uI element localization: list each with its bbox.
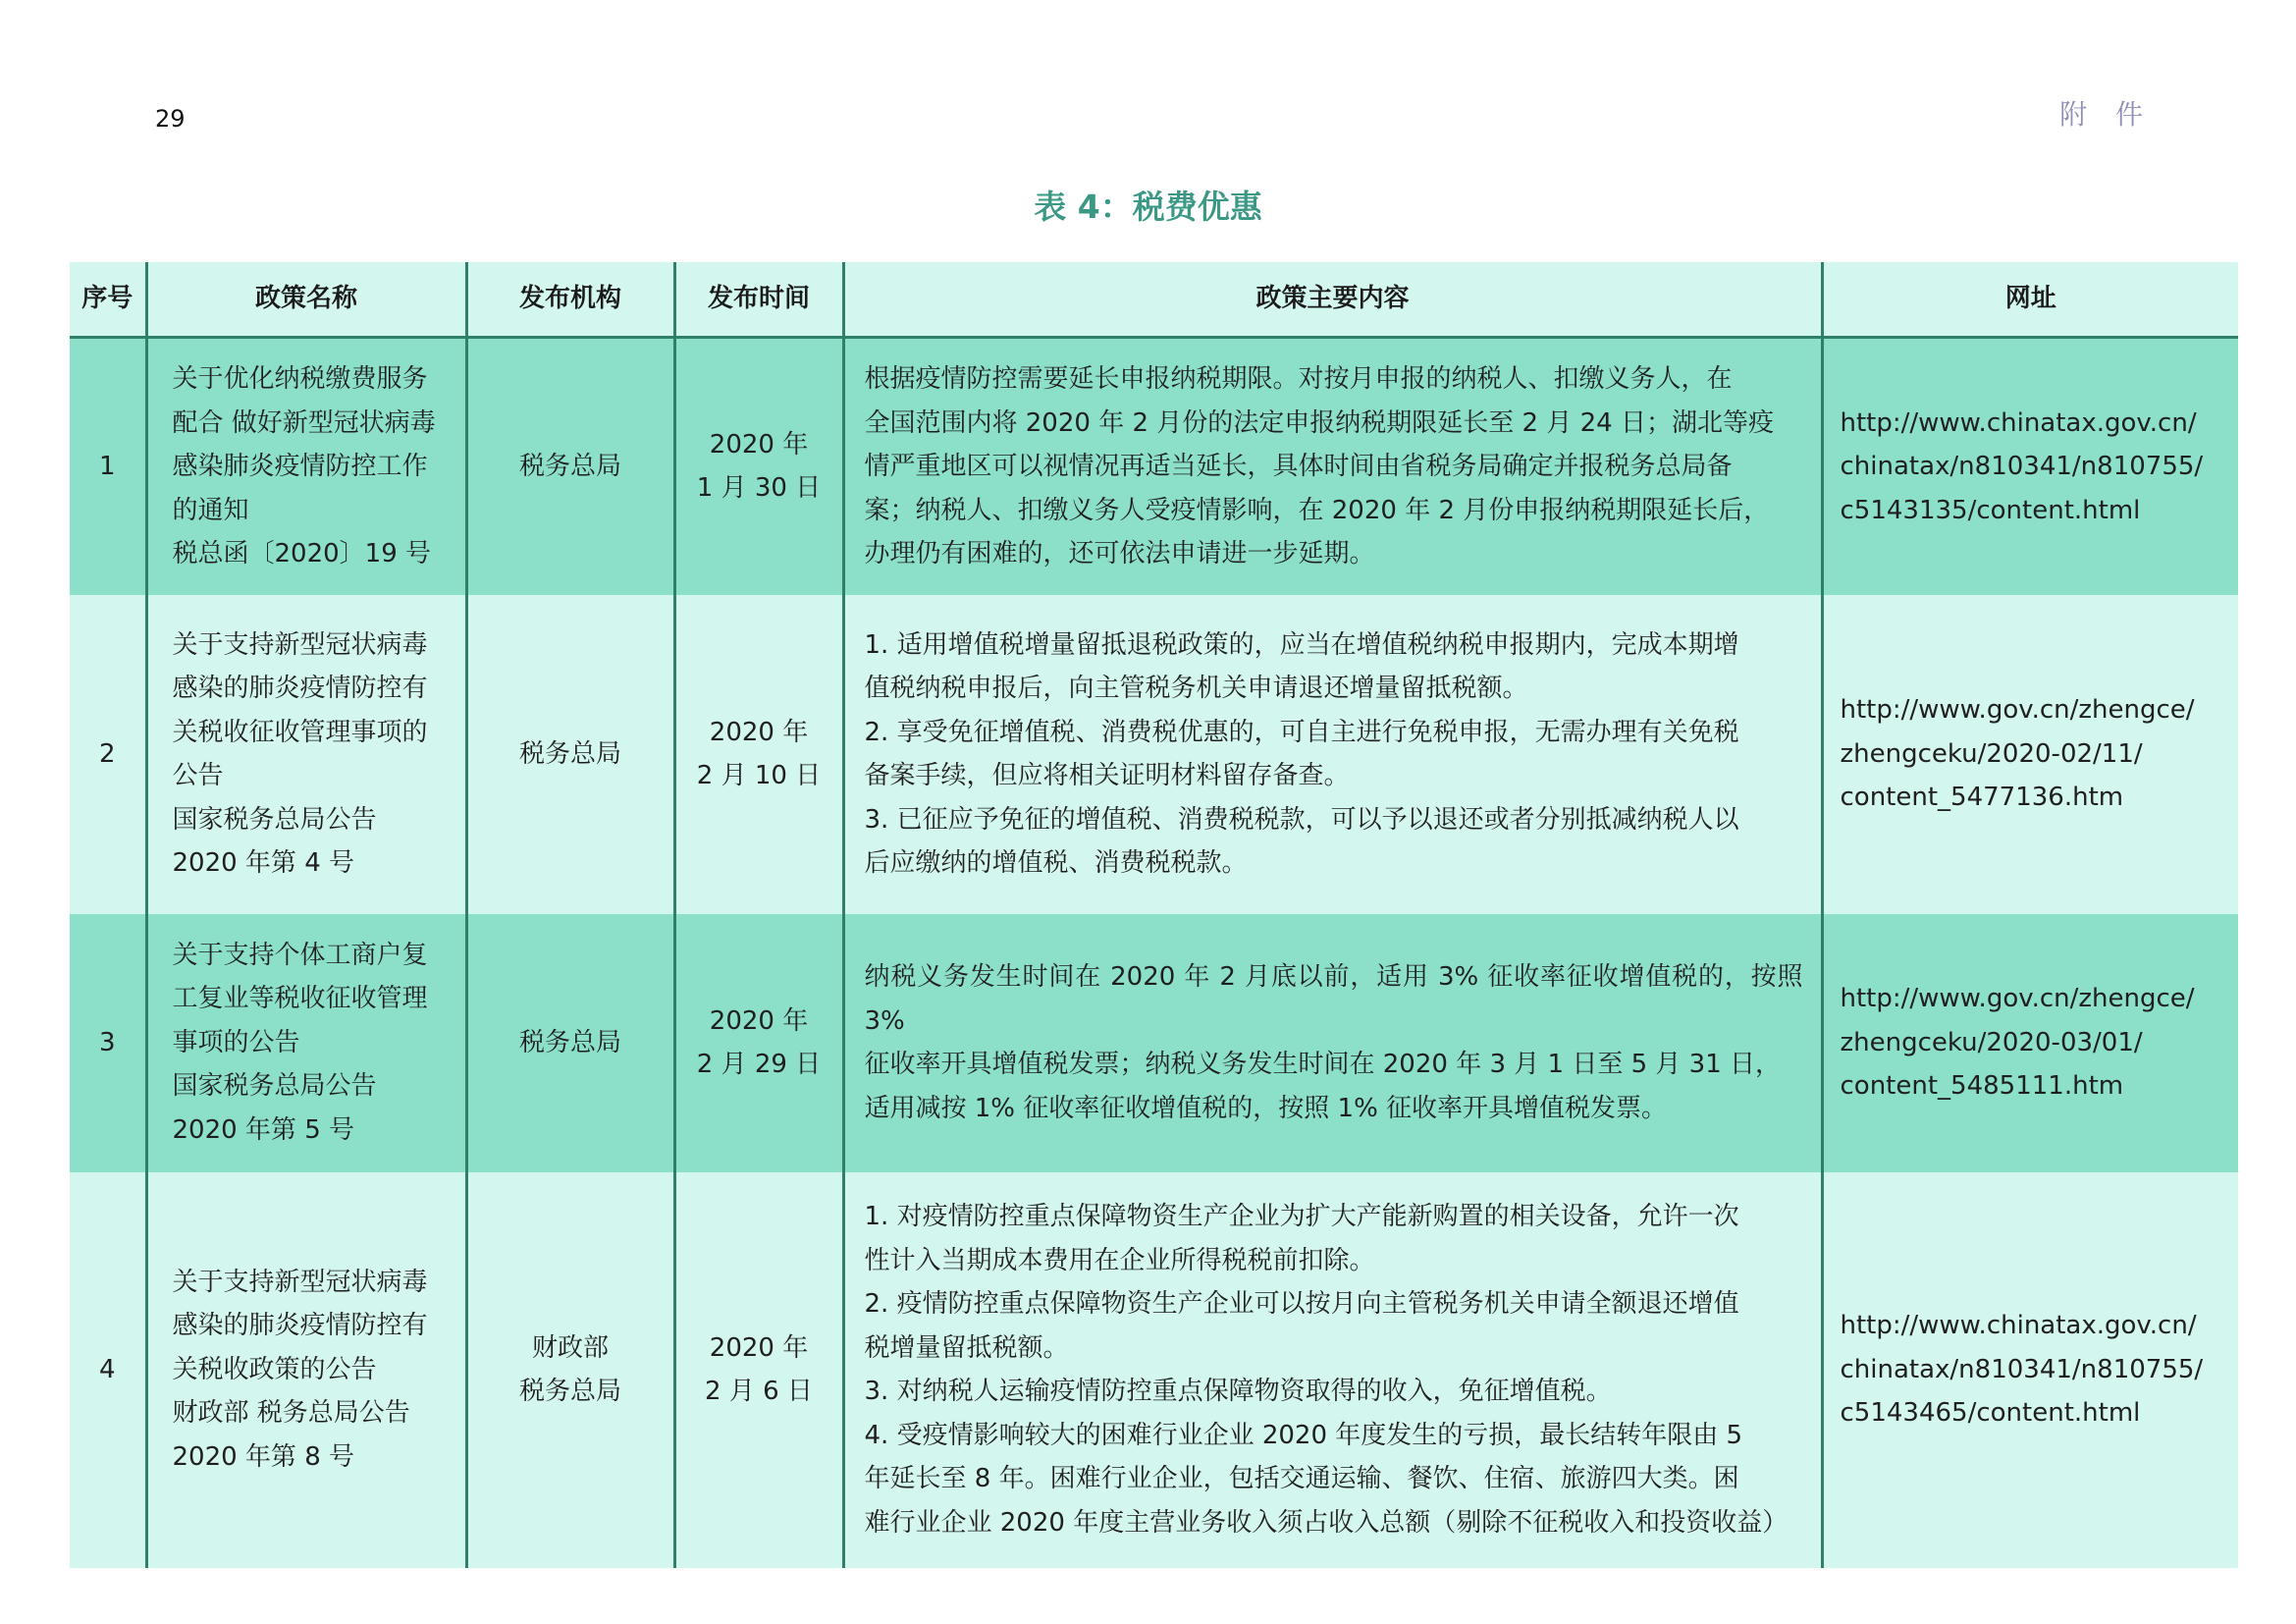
content-line: 1. 对疫情防控重点保障物资生产企业为扩大产能新购置的相关设备，允许一次: [864, 1202, 1739, 1231]
url-line[interactable]: c5143135/content.html: [1840, 495, 2141, 525]
content-line: 后应缴纳的增值税、消费税税款。: [864, 848, 1248, 878]
issuing-agency: [466, 595, 674, 914]
date-year: 2020 年: [709, 1332, 809, 1363]
table-row: [70, 914, 2238, 1172]
content-line: 3. 对纳税人运输疫情防控重点保障物资取得的收入，免征增值税。: [864, 1377, 1612, 1406]
policy-name-line: 关于优化纳税缴费服务: [172, 364, 428, 394]
content-line: 值税纳税申报后，向主管税务机关申请退还增量留抵税额。: [864, 674, 1528, 703]
policy-content: [843, 595, 1822, 914]
policy-name-line: 感染肺炎疫情防控工作: [172, 452, 428, 481]
table-header-row: [70, 262, 2238, 338]
page-number: 29: [155, 105, 186, 133]
policy-name: [146, 914, 466, 1172]
agency-line: 财政部: [531, 1332, 609, 1363]
policy-name-line: 事项的公告: [172, 1027, 300, 1057]
policy-url[interactable]: [1822, 338, 2238, 595]
date-year: 2020 年: [709, 429, 809, 460]
table-row: [70, 595, 2238, 914]
issuing-agency: [466, 338, 674, 595]
policy-name-line: 公告: [172, 761, 224, 790]
header-no: 序号: [70, 262, 146, 338]
content-line: 4. 受疫情影响较大的困难行业企业 2020 年度发生的亏损，最长结转年限由 5: [864, 1420, 1743, 1450]
content-line: 2. 疫情防控重点保障物资生产企业可以按月向主管税务机关申请全额退还增值: [864, 1289, 1739, 1319]
policy-doc-number: 国家税务总局公告: [172, 804, 377, 835]
policy-name-line: 关税收征收管理事项的: [172, 717, 428, 747]
agency-line: 税务总局: [518, 738, 621, 769]
policy-url[interactable]: [1822, 595, 2238, 914]
url-line[interactable]: http://www.gov.cn/zhengce/: [1840, 984, 2195, 1014]
table-title: 表 4：税费优惠: [1034, 188, 1262, 226]
header-issue-date: 发布时间: [674, 262, 843, 338]
policy-doc-number: 财政部 税务总局公告: [172, 1398, 410, 1429]
policy-name-line: 关于支持新型冠状病毒: [172, 629, 428, 660]
date-year: 2020 年: [709, 717, 809, 747]
content-line: 年延长至 8 年。困难行业企业，包括交通运输、餐饮、住宿、旅游四大类。困: [864, 1464, 1739, 1493]
issue-date: [674, 1172, 843, 1568]
url-line[interactable]: http://www.chinatax.gov.cn/: [1840, 1311, 2197, 1341]
agency-line: 税务总局: [518, 1027, 621, 1057]
content-line: 税增量留抵税额。: [864, 1332, 1069, 1363]
policy-url[interactable]: [1822, 914, 2238, 1172]
content-line: 根据疫情防控需要延长申报纳税期限。对按月申报的纳税人、扣缴义务人，在: [864, 364, 1733, 394]
content-line: 情严重地区可以视情况再适当延长，具体时间由省税务局确定并报税务总局备: [864, 452, 1733, 481]
policy-content: [843, 1172, 1822, 1568]
content-line: 适用减按 1% 征收率征收增值税的，按照 1% 征收率开具增值税发票。: [864, 1093, 1668, 1123]
url-line[interactable]: zhengceku/2020-02/11/: [1840, 738, 2143, 769]
content-line: 2. 享受免征增值税、消费税优惠的，可自主进行免税申报，无需办理有关免税: [864, 717, 1739, 747]
policy-content: [843, 338, 1822, 595]
row-number: 1: [70, 338, 146, 595]
url-line[interactable]: c5143465/content.html: [1840, 1398, 2141, 1429]
date-day: 2 月 6 日: [705, 1377, 813, 1406]
policy-doc-number: 税总函〔2020〕19 号: [172, 539, 432, 568]
url-line[interactable]: chinatax/n810341/n810755/: [1840, 1354, 2204, 1384]
policy-name-line: 感染的肺炎疫情防控有: [172, 674, 428, 703]
content-line: 全国范围内将 2020 年 2 月份的法定申报纳税期限延长至 2 月 24 日；湖北等疫: [864, 407, 1774, 438]
content-line: 1. 适用增值税增量留抵退税政策的，应当在增值税纳税申报期内，完成本期增: [864, 629, 1739, 660]
agency-line: 税务总局: [518, 1377, 621, 1406]
header-policy-content: 政策主要内容: [843, 262, 1822, 338]
row-number: 3: [70, 914, 146, 1172]
url-line[interactable]: zhengceku/2020-03/01/: [1840, 1027, 2143, 1057]
tax-policy-table: [70, 262, 2238, 1568]
policy-name-line: 关于支持个体工商户复: [172, 940, 428, 970]
date-day: 2 月 29 日: [696, 1050, 822, 1079]
url-line[interactable]: chinatax/n810341/n810755/: [1840, 452, 2204, 481]
header-url: 网址: [1822, 262, 2238, 338]
issue-date: [674, 595, 843, 914]
section-label: 附 件: [2059, 98, 2153, 131]
header-policy-name: 政策名称: [146, 262, 466, 338]
content-line: 案；纳税人、扣缴义务人受疫情影响，在 2020 年 2 月份申报纳税期限延长后，: [864, 495, 1770, 525]
content-line: 征收率开具增值税发票；纳税义务发生时间在 2020 年 3 月 1 日至 5 月 31 日，: [864, 1050, 1782, 1079]
url-line[interactable]: http://www.gov.cn/zhengce/: [1840, 695, 2195, 726]
issue-date: [674, 338, 843, 595]
issue-date: [674, 914, 843, 1172]
content-line: 难行业企业 2020 年度主营业务收入须占收入总额（剔除不征税收入和投资收益）: [864, 1507, 1789, 1538]
policy-name: [146, 595, 466, 914]
table-row: [70, 338, 2238, 595]
header-issuing-agency: 发布机构: [466, 262, 674, 338]
url-line[interactable]: content_5485111.htm: [1840, 1071, 2124, 1102]
url-line[interactable]: content_5477136.htm: [1840, 783, 2124, 813]
row-number: 2: [70, 595, 146, 914]
policy-name: [146, 1172, 466, 1568]
policy-doc-number: 2020 年第 4 号: [172, 848, 355, 878]
row-number: 4: [70, 1172, 146, 1568]
policy-doc-number: 2020 年第 5 号: [172, 1114, 355, 1145]
content-line: 3. 已征应予免征的增值税、消费税税款，可以予以退还或者分别抵减纳税人以: [864, 804, 1739, 835]
policy-name-line: 工复业等税收征收管理: [172, 984, 428, 1014]
policy-name: [146, 338, 466, 595]
content-line: 性计入当期成本费用在企业所得税税前扣除。: [864, 1245, 1375, 1275]
content-line: 纳税义务发生时间在 2020 年 2 月底以前，适用 3% 征收率征收增值税的，按照 3%: [864, 962, 1803, 1036]
url-line[interactable]: http://www.chinatax.gov.cn/: [1840, 407, 2197, 438]
policy-doc-number: 国家税务总局公告: [172, 1071, 377, 1102]
policy-doc-number: 2020 年第 8 号: [172, 1441, 355, 1472]
content-line: 办理仍有困难的，还可依法申请进一步延期。: [864, 539, 1375, 568]
policy-content: [843, 914, 1822, 1172]
content-line: 备案手续，但应将相关证明材料留存备查。: [864, 761, 1350, 790]
policy-url[interactable]: [1822, 1172, 2238, 1568]
policy-name-line: 感染的肺炎疫情防控有: [172, 1311, 428, 1341]
date-day: 2 月 10 日: [696, 761, 822, 790]
agency-line: 税务总局: [518, 452, 621, 481]
issuing-agency: [466, 914, 674, 1172]
policy-name-line: 关税收政策的公告: [172, 1354, 377, 1384]
issuing-agency: [466, 1172, 674, 1568]
policy-name-line: 的通知: [172, 495, 249, 525]
policy-name-line: 关于支持新型冠状病毒: [172, 1267, 428, 1297]
date-day: 1 月 30 日: [696, 473, 822, 504]
date-year: 2020 年: [709, 1005, 809, 1036]
policy-name-line: 配合 做好新型冠状病毒: [172, 407, 436, 438]
table-row: [70, 1172, 2238, 1568]
